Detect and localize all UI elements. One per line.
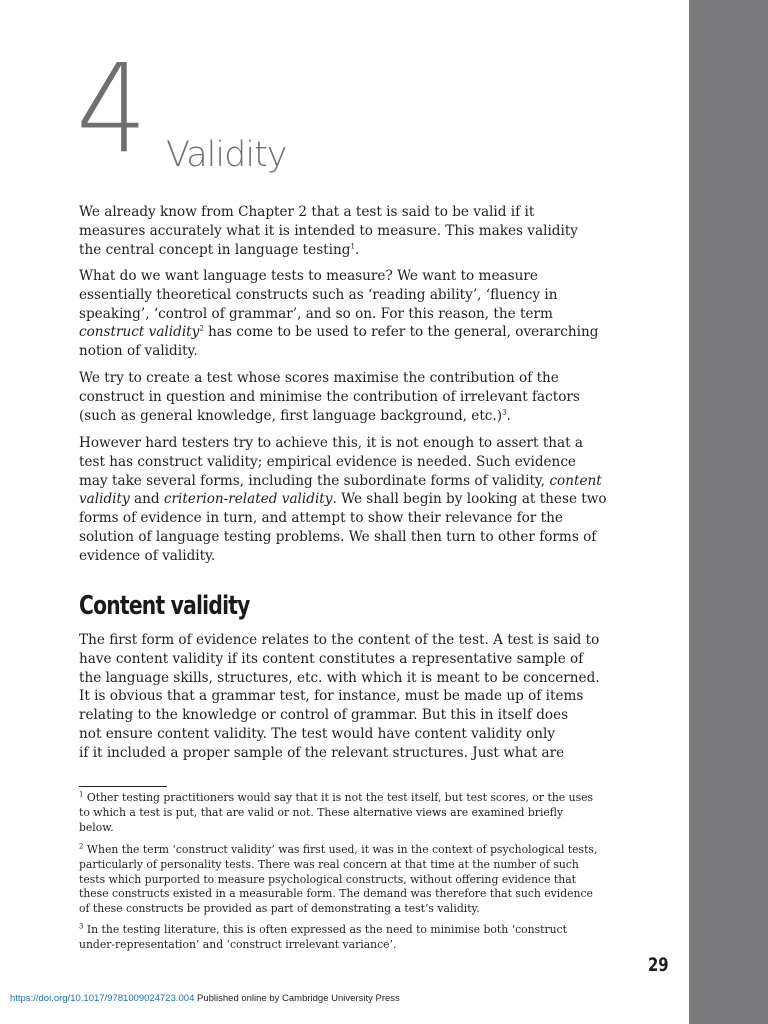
text-line: [79, 407, 609, 426]
footnote-divider: [79, 786, 167, 787]
paragraph-2: [79, 267, 609, 361]
footnote-mark: 2: [79, 842, 84, 851]
text-line: essentially theoretical constructs such as ‘reading ability’, ‘fluency in: [79, 286, 558, 303]
chapter-number: 4: [76, 38, 144, 180]
text-run: .: [354, 241, 360, 258]
footnote-line: [79, 843, 609, 858]
text-run: In the testing literature, this is often expressed as the need to minimise both ‘construct: [83, 923, 567, 936]
text-run: When the term ‘construct validity’ was first used, it was in the context of psychological tests,: [83, 843, 598, 856]
footnote-line: under-representation’ and ‘construct irrelevant variance’.: [79, 937, 397, 951]
footnote-line: of these constructs be provided as part of demonstrating a test’s validity.: [79, 902, 480, 916]
text-run: has come to be used to refer to the general, overarching: [203, 324, 599, 341]
text-line: However hard testers try to achieve this, it is not enough to assert that a: [79, 435, 584, 451]
text-line: measures accurately what it is intended to measure. This makes validity: [79, 222, 578, 239]
text-run: and: [129, 491, 164, 508]
footnote-1: [79, 791, 609, 835]
footnote-2: [79, 843, 609, 917]
text-line: speaking’, ‘control of grammar’, and so on. For this reason, the term: [79, 305, 553, 322]
footnote-ref-1[interactable]: 1: [350, 242, 355, 251]
page-edge-bar: [689, 0, 768, 1024]
text-line: test has construct validity; empirical evidence is needed. Such evidence: [79, 453, 576, 470]
text-line: [79, 323, 609, 342]
footnote-line: these constructs existed in a measurable form. The demand was therefore that such evidence: [79, 887, 593, 901]
text-line: have content validity if its content constitutes a representative sample of: [79, 650, 584, 667]
footnote-line: particularly of personality tests. There was real concern at that time at the number of such: [79, 857, 579, 871]
chapter-title: Validity: [166, 135, 287, 175]
text-line: forms of evidence in turn, and attempt to show their relevance for the: [79, 510, 563, 527]
paragraph-1: [79, 203, 609, 259]
paragraph-5: [79, 631, 609, 763]
text-line: solution of language testing problems. We shall then turn to other forms of: [79, 528, 597, 545]
text-line: We try to create a test whose scores maximise the contribution of the: [79, 370, 559, 386]
text-line: the language skills, structures, etc. with which it is meant to be concerned.: [79, 669, 600, 686]
text-run: (such as general knowledge, first language background, etc.): [79, 407, 503, 424]
text-line: It is obvious that a grammar test, for instance, must be made up of items: [79, 688, 584, 705]
text-run: . We shall begin by looking at these two: [332, 491, 607, 508]
paragraph-4: [79, 434, 609, 566]
text-line: if it included a proper sample of the relevant structures. Just what are: [79, 744, 565, 761]
text-line: evidence of validity.: [79, 547, 216, 564]
text-line: What do we want language tests to measure? We want to measure: [79, 268, 538, 284]
footnote-3: [79, 923, 609, 953]
text-line: notion of validity.: [79, 343, 198, 360]
text-line: [79, 472, 609, 491]
page-number: 29: [648, 954, 669, 976]
text-line: We already know from Chapter 2 that a test is said to be valid if it: [79, 204, 535, 220]
text-run: may take several forms, including the subordinate forms of validity,: [79, 472, 550, 489]
doi-footer: [10, 993, 400, 1004]
footnote-mark: 3: [79, 922, 84, 931]
footnote-line: [79, 923, 609, 938]
footnote-mark: 1: [79, 790, 84, 799]
text-line: The first form of evidence relates to the content of the test. A test is said to: [79, 632, 600, 648]
text-run: .: [506, 407, 511, 424]
paragraph-3: [79, 369, 609, 425]
footnote-line: to which a test is put, that are valid or not. These alternative views are examined briefly: [79, 805, 564, 819]
text-line: [79, 490, 609, 509]
text-line: [79, 241, 609, 260]
text-run: the central concept in language testing: [79, 241, 351, 258]
text-line: relating to the knowledge or control of grammar. But this in itself does: [79, 707, 569, 724]
footnote-ref-2[interactable]: 2: [199, 324, 204, 333]
text-line: not ensure content validity. The test would have content validity only: [79, 725, 556, 742]
text-line: construct in question and minimise the contribution of irrelevant factors: [79, 388, 580, 405]
italic-term: criterion-related validity: [163, 491, 333, 508]
italic-term: validity: [79, 491, 130, 508]
doi-link[interactable]: https://doi.org/10.1017/9781009024723.004: [10, 993, 195, 1004]
footnote-line: [79, 791, 609, 806]
footnote-ref-3[interactable]: 3: [502, 408, 507, 417]
section-heading: Content validity: [79, 591, 250, 621]
italic-term: content: [549, 472, 602, 489]
text-run: Other testing practitioners would say that it is not the test itself, but test scores, or the uses: [83, 791, 594, 804]
italic-term: construct validity: [79, 324, 200, 341]
publisher-note: Published online by Cambridge University Press: [194, 993, 400, 1004]
footnote-line: below.: [79, 820, 114, 834]
footnote-line: tests which purported to measure psychological constructs, without offering evidence that: [79, 872, 576, 886]
